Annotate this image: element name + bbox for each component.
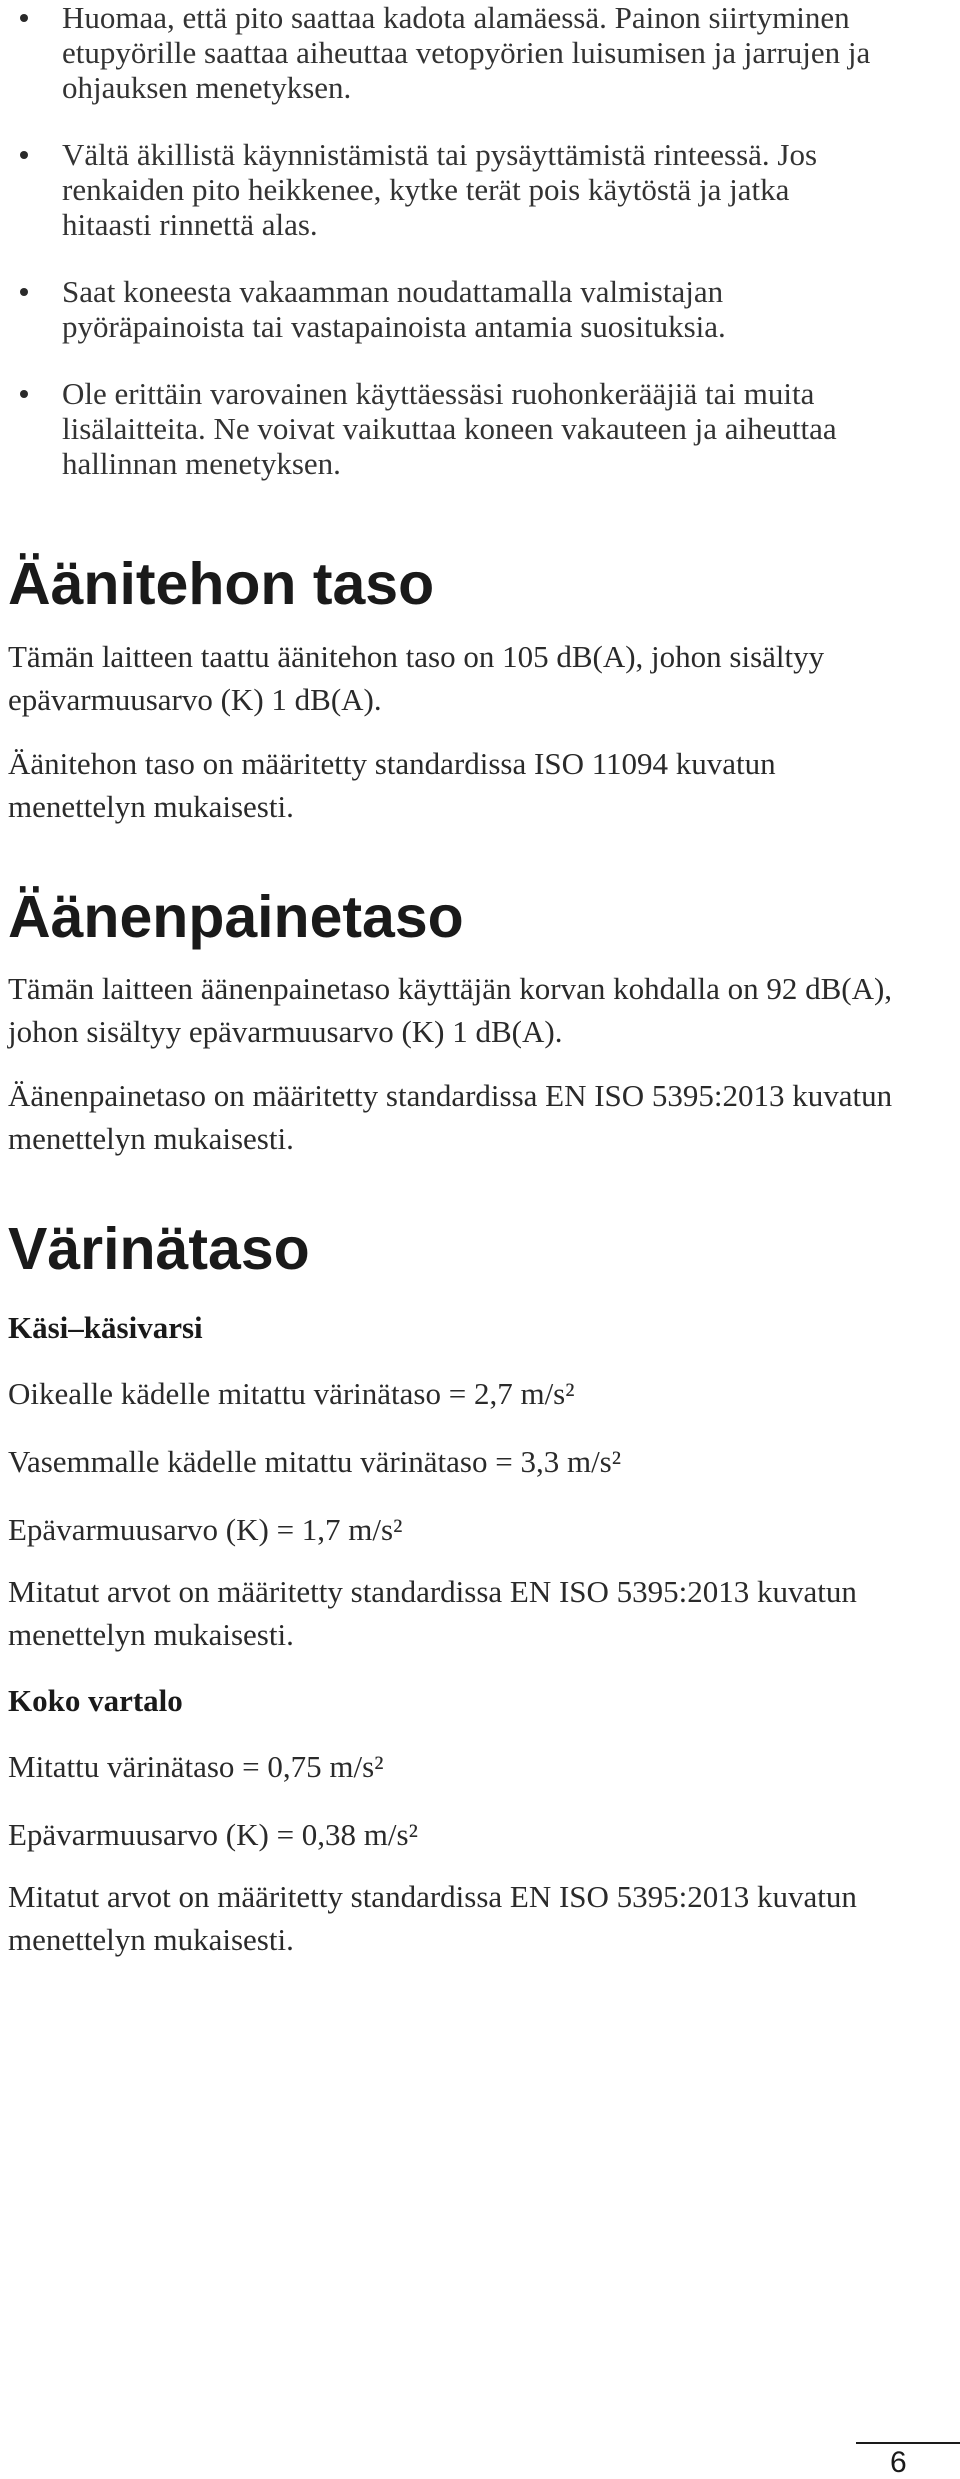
bullet-item [0, 274, 880, 344]
sound-power-method-paragraph: Äänitehon taso on määritetty standardissa ISO 11094 kuvatun menettelyn mukaisesti. [8, 746, 776, 824]
sound-pressure-heading: Äänenpainetaso [8, 884, 464, 950]
bullet-item [0, 0, 880, 105]
bullet-dot-icon [20, 151, 28, 159]
bullet-text: Ole erittäin varovainen käyttäessäsi ruohonkerääjiä tai muita lisälaitteita. Ne voivat vaikuttaa koneen vakauteen ja aiheuttaa hallinnan menetyksen. [62, 376, 837, 481]
bullet-text: Vältä äkillistä käynnistämistä tai pysäyttämistä rinteessä. Jos renkaiden pito heikkenee, kytke terät pois käytöstä ja jatka hitaasti rinnettä alas. [62, 137, 818, 242]
bullet-dot-icon [20, 14, 28, 22]
bullet-item [0, 137, 880, 242]
footer-divider [856, 2442, 960, 2444]
bullet-dot-icon [20, 390, 28, 398]
sound-pressure-method-paragraph: Äänenpainetaso on määritetty standardissa EN ISO 5395:2013 kuvatun menettelyn mukaisesti. [8, 1078, 893, 1156]
sound-pressure-paragraph: Tämän laitteen äänenpainetaso käyttäjän korvan kohdalla on 92 dB(A), johon sisältyy epävarmuusarvo (K) 1 dB(A). [8, 971, 893, 1049]
bullet-text: Huomaa, että pito saattaa kadota alamäessä. Painon siirtyminen etupyörille saattaa aiheuttaa vetopyörien luisumisen ja jarrujen ja ohjauksen menetyksen. [62, 0, 871, 105]
hand-arm-subheading: Käsi–käsivarsi [8, 1310, 203, 1345]
right-hand-vibration: Oikealle kädelle mitattu värinätaso = 2,7 m/s² [8, 1376, 575, 1411]
sound-power-paragraph: Tämän laitteen taattu äänitehon taso on 105 dB(A), johon sisältyy epävarmuusarvo (K) 1 dB(A). [8, 639, 825, 717]
hand-arm-uncertainty: Epävarmuusarvo (K) = 1,7 m/s² [8, 1512, 403, 1547]
whole-body-vibration: Mitattu värinätaso = 0,75 m/s² [8, 1749, 384, 1784]
page-number: 6 [890, 2446, 907, 2479]
whole-body-standard-paragraph: Mitatut arvot on määritetty standardissa EN ISO 5395:2013 kuvatun menettelyn mukaisesti. [8, 1879, 857, 1957]
sound-power-heading: Äänitehon taso [8, 551, 435, 617]
whole-body-subheading: Koko vartalo [8, 1683, 183, 1718]
bullet-dot-icon [20, 288, 28, 296]
bullet-item [0, 376, 880, 481]
safety-bullet-list [0, 0, 880, 513]
whole-body-uncertainty: Epävarmuusarvo (K) = 0,38 m/s² [8, 1817, 418, 1852]
vibration-heading: Värinätaso [8, 1216, 310, 1282]
hand-arm-standard-paragraph: Mitatut arvot on määritetty standardissa EN ISO 5395:2013 kuvatun menettelyn mukaisesti. [8, 1574, 857, 1652]
left-hand-vibration: Vasemmalle kädelle mitattu värinätaso = 3,3 m/s² [8, 1444, 622, 1479]
bullet-text: Saat koneesta vakaamman noudattamalla valmistajan pyöräpainoista tai vastapainoista antamia suosituksia. [62, 274, 726, 344]
